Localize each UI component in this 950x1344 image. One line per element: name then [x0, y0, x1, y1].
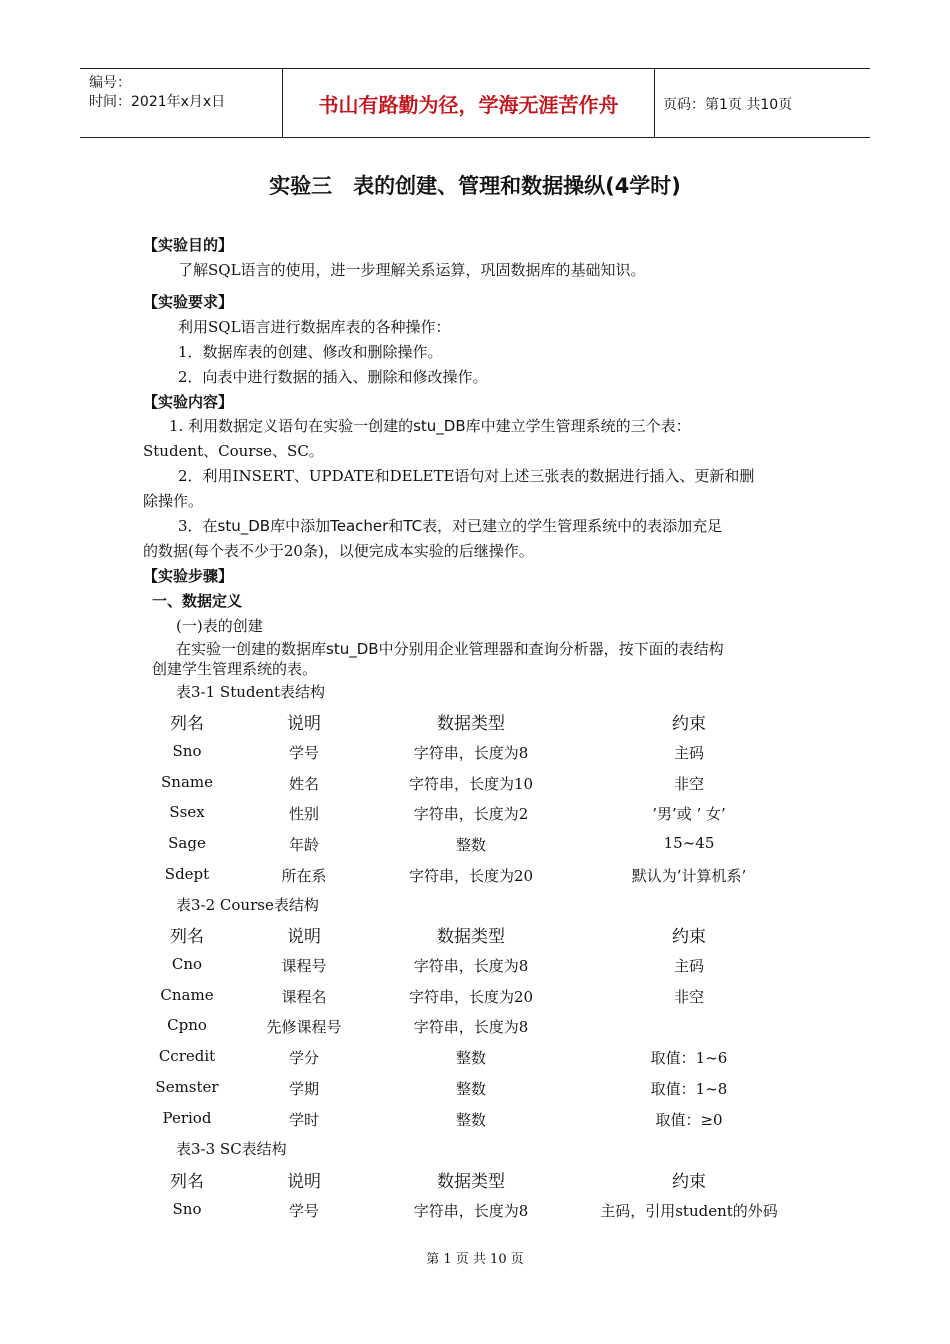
table-header-row [0, 922, 950, 947]
table-row [0, 742, 950, 764]
table-row [0, 1109, 950, 1131]
table-header-cell: 约束 [672, 927, 706, 947]
requirements-heading: 【实验要求】 [143, 293, 234, 311]
table-cell: 字符串，长度为20 [408, 987, 534, 1006]
table-cell: 课程号 [281, 957, 327, 975]
table-cell: 年龄 [288, 836, 320, 855]
table-cell: 主码 [673, 744, 705, 762]
table-cell: 学号 [288, 744, 320, 762]
content-item-2: 2．利用INSERT、UPDATE和DELETE语句对上述三张表的数据进行插入、更新和删 [178, 467, 755, 485]
table-cell: Sname [161, 772, 213, 791]
table-cell: 字符串，长度为8 [413, 957, 529, 975]
table-cell: 字符串，长度为8 [413, 744, 529, 762]
table-cell: 默认为’计算机系’ [631, 866, 747, 885]
table-header-cell: 列名 [170, 1172, 204, 1192]
requirements-intro: 利用SQL语言进行数据库表的各种操作： [178, 318, 451, 336]
table-cell: ’男’或 ’ 女’ [652, 805, 726, 824]
table-cell: 取值：1~6 [650, 1049, 728, 1068]
content-heading: 【实验内容】 [143, 393, 234, 411]
table-header-cell: 说明 [287, 927, 321, 947]
header-page-info: 页码：第1页 共10页 [663, 97, 793, 113]
table-cell: Sage [168, 834, 206, 853]
table-cell: 整数 [455, 836, 487, 855]
content-3-text-mid: 库中添加 [270, 517, 331, 535]
table-cell: 主码 [673, 957, 705, 975]
table-cell: 非空 [673, 774, 705, 793]
table-row [0, 986, 950, 1008]
table-cell: Sno [172, 742, 202, 760]
table-header-cell: 列名 [170, 714, 204, 734]
table-header-cell: 约束 [672, 1172, 706, 1192]
table-header-cell: 说明 [287, 714, 321, 734]
teacher-table-name: Teacher [330, 517, 389, 535]
db-name: stu_DB [217, 517, 271, 535]
content-item-3-cont: 的数据(每个表不少于20条)，以便完成本实验的后继操作。 [143, 542, 534, 560]
db-name: stu_DB [413, 417, 466, 435]
requirement-1: 1．数据库表的创建、修改和删除操作。 [178, 343, 443, 361]
table-cell: 主码，引用student的外码 [600, 1202, 778, 1220]
table-caption: 表3-1 Student表结构 [176, 683, 326, 701]
table-cell: 15~45 [663, 834, 715, 853]
table-header-row [0, 1167, 950, 1192]
content-item-2-cont: 除操作。 [143, 492, 204, 510]
table-row [0, 865, 950, 887]
table-cell: Ssex [169, 803, 205, 822]
header-meta-cell [80, 69, 283, 137]
table-cell: 字符串，长度为10 [408, 774, 534, 793]
table-cell: 先修课程号 [266, 1018, 342, 1037]
table-cell: 字符串，长度为8 [413, 1202, 529, 1220]
table-header-cell: 约束 [672, 714, 706, 734]
table-cell: 学时 [288, 1110, 320, 1129]
table-cell: 字符串，长度为8 [413, 1018, 529, 1037]
requirement-2: 2．向表中进行数据的插入、删除和修改操作。 [178, 368, 488, 386]
header-motto: 书山有路勤为径，学海无涯苦作舟 [283, 69, 655, 137]
table-cell: Cpno [167, 1016, 207, 1035]
table-cell: 所在系 [281, 866, 327, 885]
content-3-text-pre: 3．在 [178, 517, 218, 535]
table-cell: Sdept [164, 864, 210, 883]
table-header-cell: 数据类型 [437, 927, 505, 947]
step-1-heading: 一、数据定义 [152, 592, 243, 610]
table-row [0, 834, 950, 856]
step-1-text-pre: 在实验一创建的数据库 [176, 640, 327, 658]
step-1-subheading: (一)表的创建 [176, 617, 263, 635]
table-cell: 学期 [288, 1079, 320, 1098]
db-name: stu_DB [326, 640, 379, 658]
table-cell: Semster [155, 1077, 219, 1096]
table-cell: 课程名 [281, 987, 327, 1006]
table-row [0, 803, 950, 825]
content-item-1-cont: Student、Course、SC。 [143, 442, 324, 460]
page-title: 实验三 表的创建、管理和数据操纵(4学时) [269, 174, 681, 198]
table-cell: 取值：1~8 [650, 1079, 728, 1098]
steps-heading: 【实验步骤】 [143, 567, 234, 585]
table-cell: 学分 [288, 1049, 320, 1068]
table-cell: 整数 [455, 1049, 487, 1068]
table-cell: 取值：≥0 [655, 1110, 723, 1129]
number-label: 编号： [89, 75, 131, 91]
table-cell: 性别 [288, 805, 320, 824]
document-header [80, 68, 870, 138]
table-cell: 整数 [455, 1110, 487, 1129]
content-3-text-post: 表，对已建立的学生管理系统中的表添加充足 [422, 517, 723, 535]
table-row [0, 1016, 950, 1038]
table-header-cell: 数据类型 [437, 714, 505, 734]
step-1-text-post: 中分别用企业管理器和查询分析器，按下面的表结构 [378, 640, 724, 658]
table-header-cell: 数据类型 [437, 1172, 505, 1192]
table-row [0, 1078, 950, 1100]
tc-table-name: TC [403, 517, 423, 535]
table-header-row [0, 709, 950, 734]
time-label: 时间：2021年x月x日 [89, 94, 226, 110]
step-1-text [176, 638, 724, 659]
table-caption: 表3-3 SC表结构 [176, 1140, 287, 1158]
page-footer: 第 1 页 共 10 页 [426, 1252, 524, 1267]
table-cell: Ccredit [158, 1047, 216, 1066]
table-row [0, 773, 950, 795]
table-cell: 非空 [673, 987, 705, 1006]
table-row [0, 1047, 950, 1069]
table-cell: Sno [172, 1200, 202, 1218]
content-3-text-and: 和 [388, 517, 404, 535]
table-cell: 整数 [455, 1079, 487, 1098]
content-item-1 [169, 415, 691, 436]
table-row [0, 1200, 950, 1222]
table-cell: Cno [171, 955, 203, 973]
table-caption: 表3-2 Course表结构 [176, 896, 319, 914]
table-header-cell: 说明 [287, 1172, 321, 1192]
content-item-3 [178, 515, 722, 536]
content-1-text-pre: 1. 利用数据定义语句在实验一创建的 [169, 417, 414, 435]
table-cell: 学号 [288, 1202, 320, 1220]
step-1-text-cont: 创建学生管理系统的表。 [152, 660, 318, 678]
table-cell: 字符串，长度为2 [413, 805, 529, 824]
table-header-cell: 列名 [170, 927, 204, 947]
table-row [0, 955, 950, 977]
purpose-heading: 【实验目的】 [143, 236, 234, 254]
table-cell: Cname [160, 985, 214, 1004]
table-cell: 姓名 [288, 774, 320, 793]
content-1-text-post: 库中建立学生管理系统的三个表： [465, 417, 691, 435]
purpose-text: 了解SQL语言的使用，进一步理解关系运算，巩固数据库的基础知识。 [178, 261, 646, 279]
table-cell: Period [162, 1108, 212, 1127]
table-cell: 字符串，长度为20 [408, 866, 534, 885]
